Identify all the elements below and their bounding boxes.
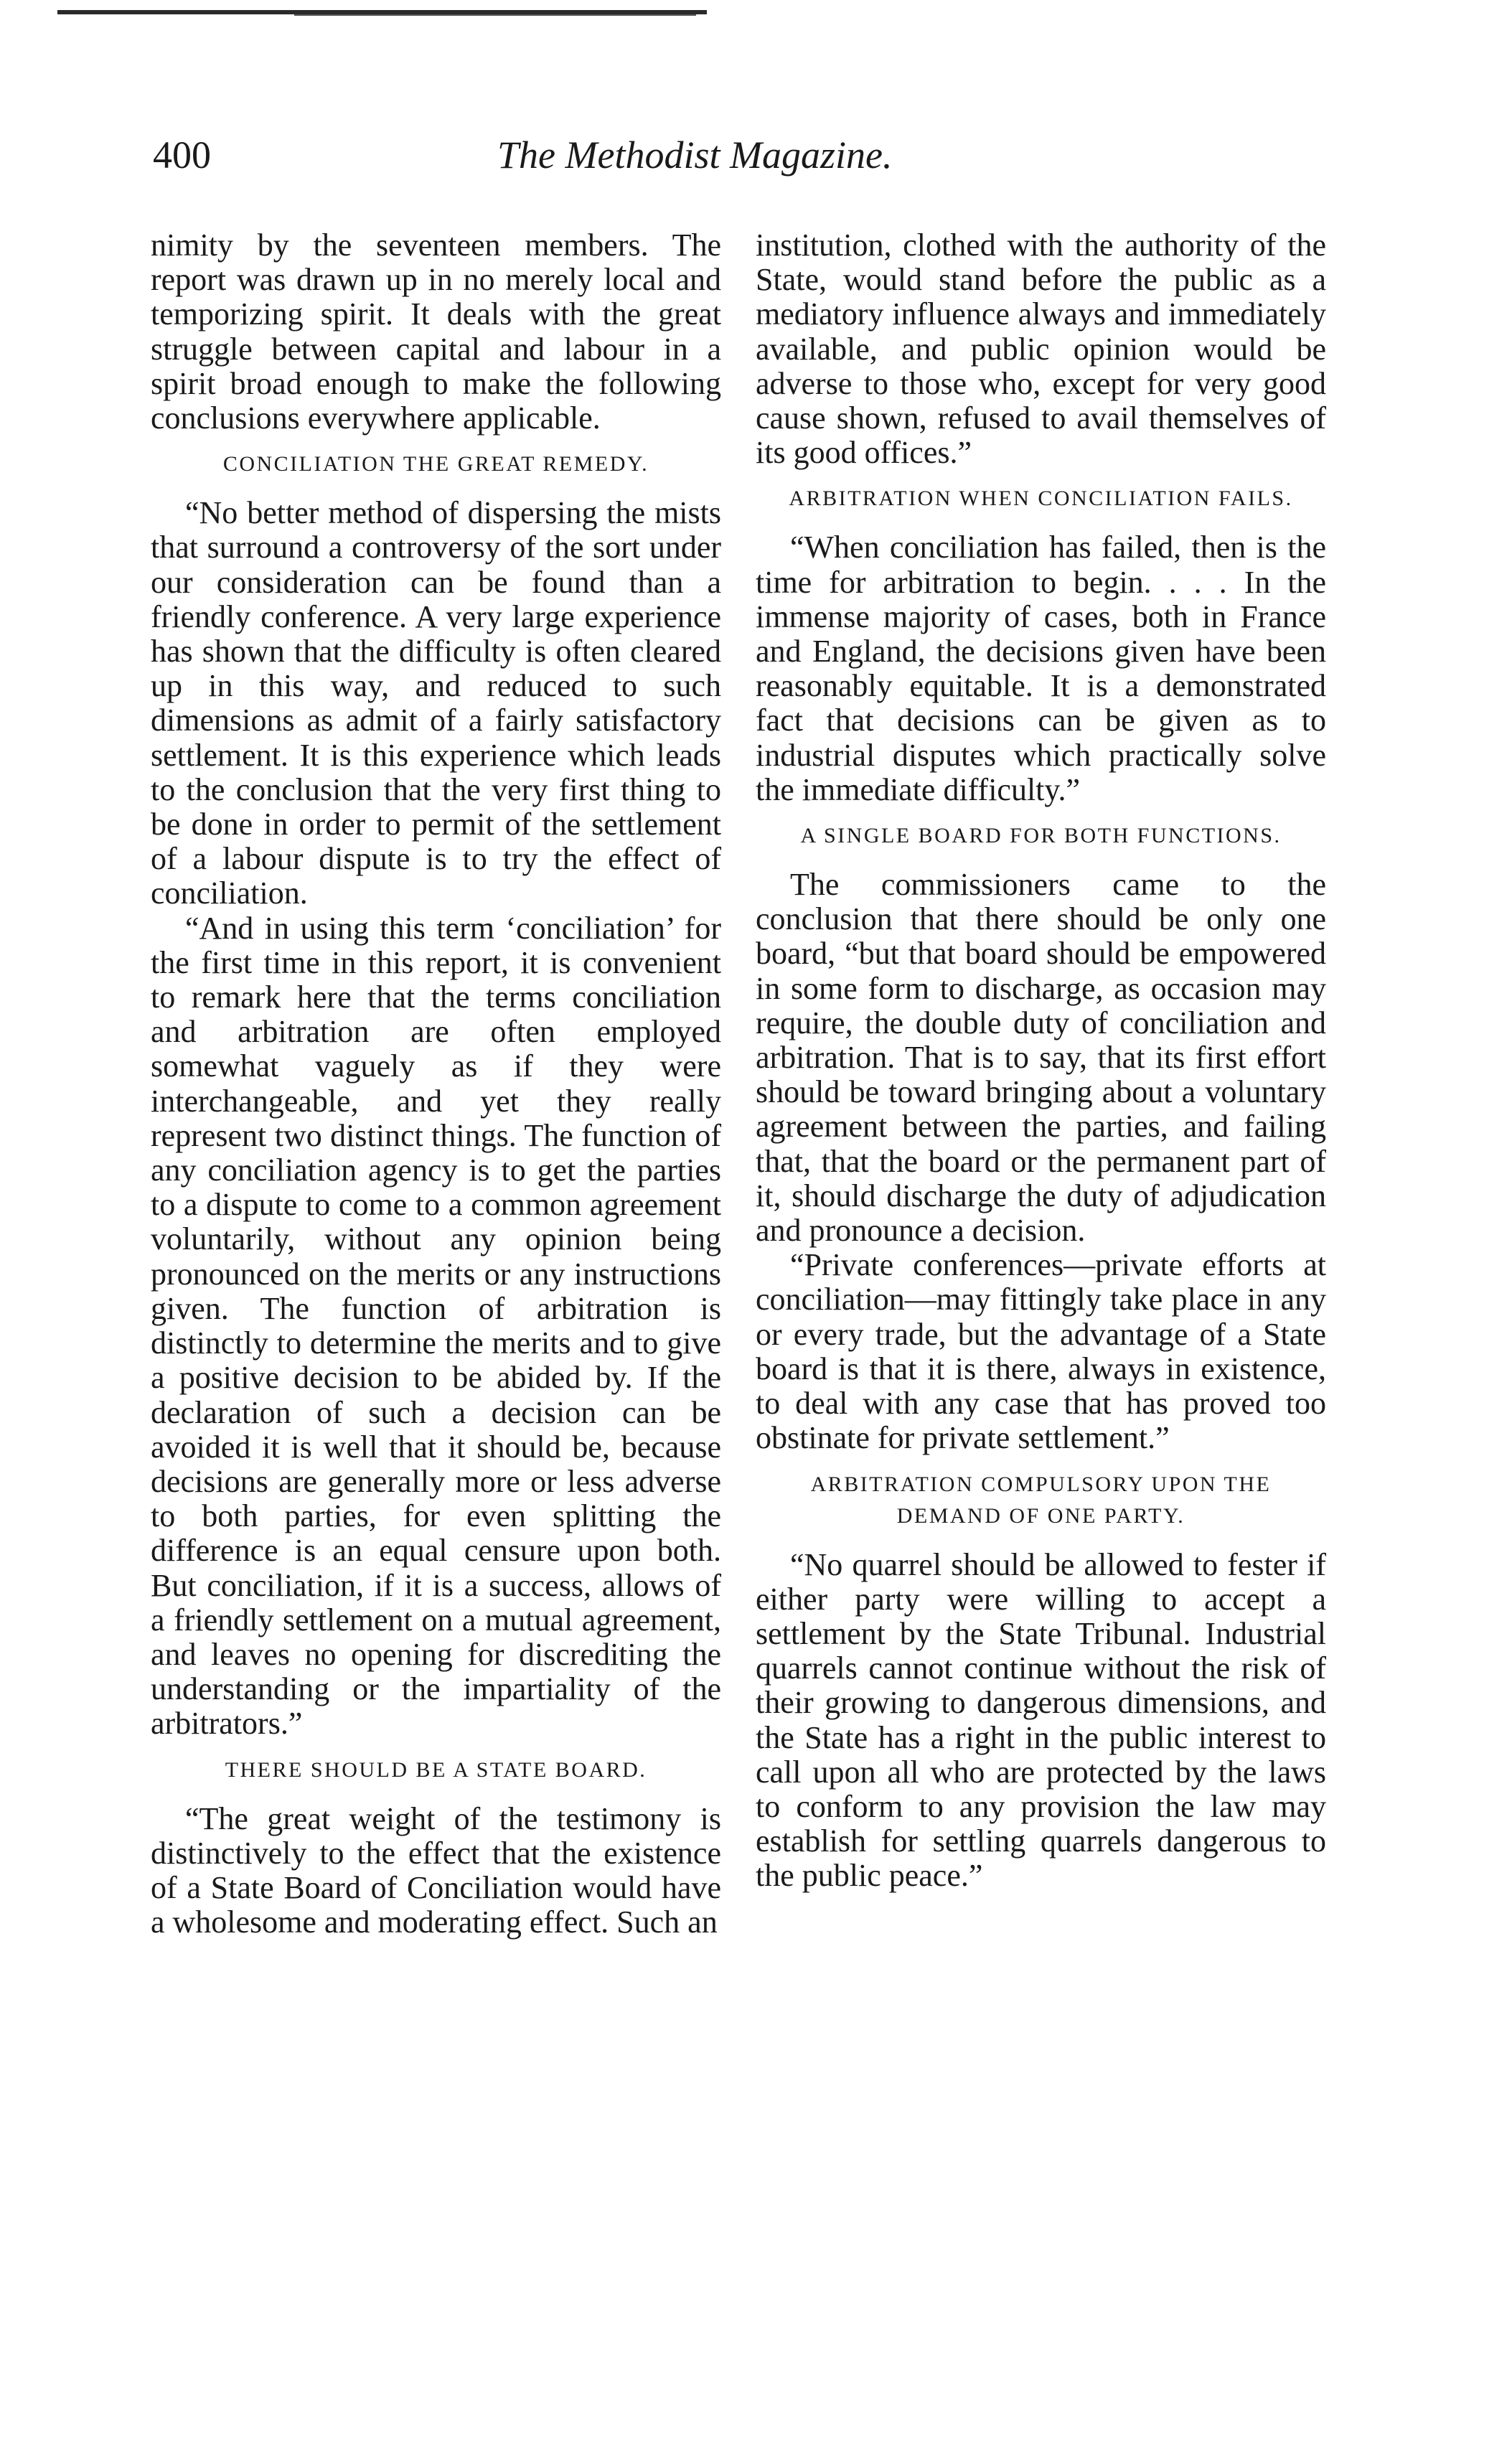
paragraph: “When conciliation has failed, then is the time for arbitration to begin. . . . In the immense majority of cases, both in France and England, the decisions given have been reasonably equitable. It is a demonstrated fact that decisions can be given as to industrial disputes which practically solve the immediate difficulty.” xyxy=(756,530,1326,807)
paragraph: The commissioners came to the conclusion that there should be only one board, “but that board should be empowered in some form to discharge, as occasion may require, the double duty of conciliation and arbitration. That is to say, that its first effort should be toward bringing about a voluntary agreement between the parties, and failing that, that the board or the permanent part of it, should discharge the duty of adjudication and pronounce a decision. xyxy=(756,867,1326,1249)
paragraph: institution, clothed with the authority of the State, would stand before the public as a mediatory influence always and immediately available, and public opinion would be adverse to those who, except for very good cause shown, refused to avail themselves of its good offices.” xyxy=(756,227,1326,471)
section-heading: ARBITRATION COMPULSORY UPON THE DEMAND OF ONE PARTY. xyxy=(810,1472,1272,1528)
paragraph: “Private conferences—private efforts at conciliation—may fittingly take place in any or every trade, but the advantage of a State board is that it is there, always in existence, to deal with any case that has proved too obstinate for private settlement.” xyxy=(756,1247,1326,1456)
section-heading: ARBITRATION WHEN CONCILIATION FAILS. xyxy=(789,487,1293,511)
paragraph: “No quarrel should be allowed to fester if either party were willing to accept a settlement by the State Tribunal. Industrial quarrels cannot continue without the risk of their growing to dangerous dimensions, and the State has a right in the public interest to call upon all who are protected by the laws to conform to any provision the law may establish for settling quarrels dangerous to the public peace.” xyxy=(756,1546,1326,1894)
paragraph: “No better method of dispersing the mists that surround a controversy of the sort under our consideration can be found than a friendly conference. A very large experience has shown that the difficulty is often cleared up in this way, and reduced to such dimensions as admit of a fairly satisfactory settlement. It is this experience which leads to the conclusion that the very first thing to be done in order to permit of the settlement of a labour dispute is to try the effect of conciliation. xyxy=(151,495,721,911)
paragraph: “The great weight of the testimony is distinctively to the effect that the existence of a State Board of Conciliation would have a wholesome and moderating effect. Such an xyxy=(151,1800,721,1940)
section-heading: CONCILIATION THE GREAT REMEDY. xyxy=(222,452,649,476)
paragraph: nimity by the seventeen members. The report was drawn up in no merely local and temporizing spirit. It deals with the great struggle between capital and labour in a spirit broad enough to make the following conclusions everywhere applicable. xyxy=(151,227,721,436)
page-number: 400 xyxy=(153,133,211,177)
section-heading: THERE SHOULD BE A STATE BOARD. xyxy=(225,1757,647,1782)
right-column xyxy=(756,228,1326,1894)
paragraph: “And in using this term ‘conciliation’ for the first time in this report, it is convenient to remark here that the terms conciliation and arbitration are often employed somewhat vaguely as if they were interchangeable, and yet they really represent two distinct things. The function of any conciliation agency is to get the parties to a dispute to come to a common agreement voluntarily, without any opinion being pronounced on the merits or any instructions given. The function of arbitration is distinctly to determine the merits and to give a positive decision to be abided by. If the declaration of such a decision can be avoided it is well that it should be, because decisions are generally more or less adverse to both parties, for even splitting the difference is an equal censure upon both. But conciliation, if it is a success, allows of a friendly settlement on a mutual agreement, and leaves no opening for discrediting the understanding or the impartiality of the arbitrators.” xyxy=(151,910,721,1742)
section-heading: A SINGLE BOARD FOR BOTH FUNCTIONS. xyxy=(800,824,1282,848)
left-column xyxy=(151,228,721,1940)
running-title: The Methodist Magazine. xyxy=(497,133,893,177)
page-header xyxy=(153,133,1000,183)
top-border-rule-thin xyxy=(294,14,696,16)
